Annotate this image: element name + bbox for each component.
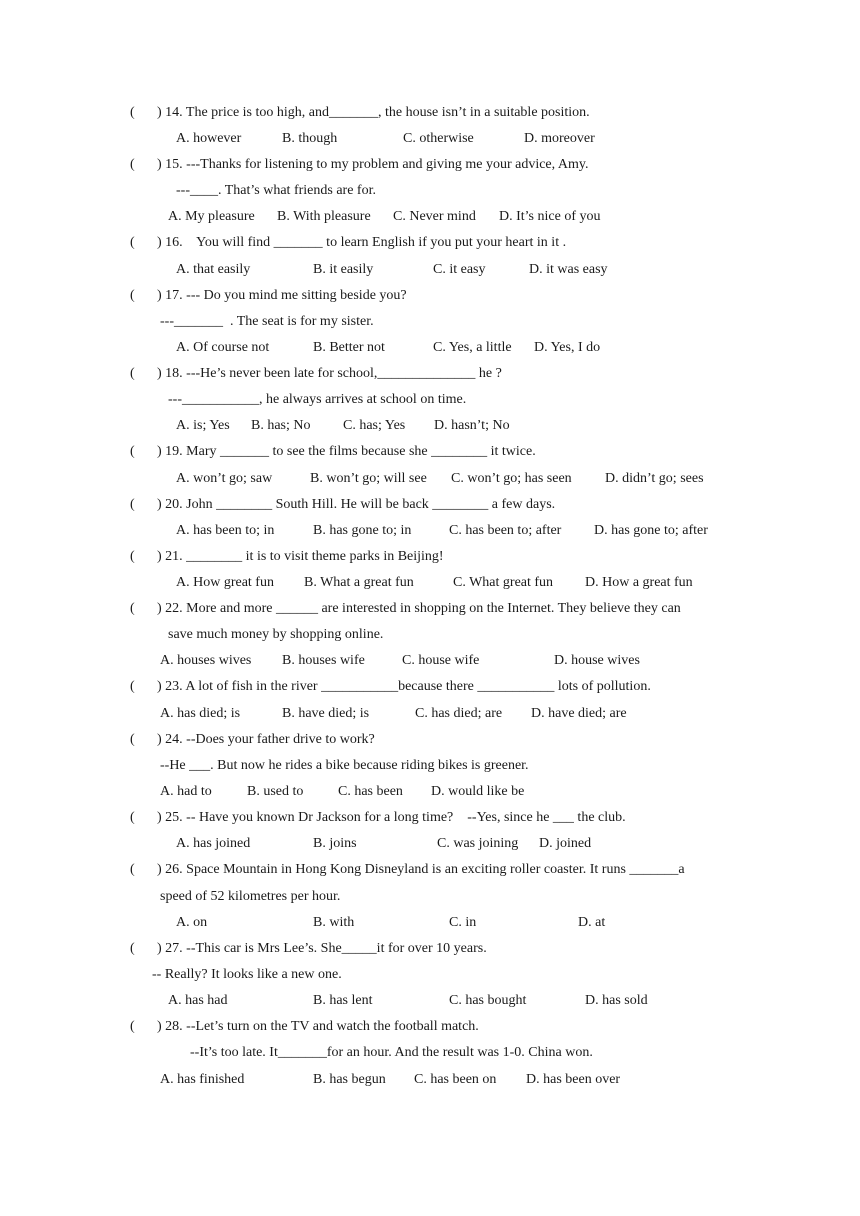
q28-option-d: D. has been over (526, 1072, 621, 1087)
q19-option-a: A. won’t go; saw (176, 471, 273, 486)
question-18-continuation: ---___________, he always arrives at school on time. (168, 392, 467, 407)
q15-option-a: A. My pleasure (168, 209, 255, 224)
question-21-stem: ) 21. ________ it is to visit theme parks in Beijing! (157, 549, 444, 564)
q27-option-a: A. has had (168, 993, 228, 1008)
question-27-stem: ) 27. --This car is Mrs Lee’s. She_____it for over 10 years. (157, 941, 487, 956)
q15-option-b: B. With pleasure (277, 209, 371, 224)
q28-option-a: A. has finished (160, 1072, 245, 1087)
question-19-paren: ( (130, 444, 135, 459)
q26-option-d: D. at (578, 915, 606, 930)
q27-option-d: D. has sold (585, 993, 648, 1008)
q21-option-b: B. What a great fun (304, 575, 414, 590)
q14-option-a: A. however (176, 131, 242, 146)
q21-option-a: A. How great fun (176, 575, 274, 590)
question-21-paren: ( (130, 549, 135, 564)
question-23-paren: ( (130, 679, 135, 694)
q28-option-b: B. has begun (313, 1072, 386, 1087)
q22-option-b: B. houses wife (282, 653, 365, 668)
q17-option-c: C. Yes, a little (433, 340, 512, 355)
question-14-stem: ) 14. The price is too high, and_______, the house isn’t in a suitable position. (157, 105, 590, 120)
question-14-paren: ( (130, 105, 135, 120)
q22-option-c: C. house wife (402, 653, 480, 668)
question-22-continuation: save much money by shopping online. (168, 627, 384, 642)
q14-option-d: D. moreover (524, 131, 595, 146)
q18-option-b: B. has; No (251, 418, 311, 433)
question-24-continuation: --He ___. But now he rides a bike because riding bikes is greener. (160, 758, 529, 773)
question-27-paren: ( (130, 941, 135, 956)
question-26-paren: ( (130, 862, 135, 877)
q24-option-b: B. used to (247, 784, 304, 799)
q26-option-c: C. in (449, 915, 477, 930)
q19-option-d: D. didn’t go; sees (605, 471, 704, 486)
q19-option-c: C. won’t go; has seen (451, 471, 572, 486)
q20-option-b: B. has gone to; in (313, 523, 412, 538)
question-17-continuation: ---_______ . The seat is for my sister. (160, 314, 374, 329)
question-17-stem: ) 17. --- Do you mind me sitting beside you? (157, 288, 407, 303)
question-26-continuation: speed of 52 kilometres per hour. (160, 889, 341, 904)
q17-option-d: D. Yes, I do (534, 340, 601, 355)
q25-option-c: C. was joining (437, 836, 519, 851)
q21-option-d: D. How a great fun (585, 575, 693, 590)
q16-option-c: C. it easy (433, 262, 486, 277)
q25-option-b: B. joins (313, 836, 357, 851)
q17-option-b: B. Better not (313, 340, 385, 355)
q14-option-b: B. though (282, 131, 338, 146)
q26-option-a: A. on (176, 915, 208, 930)
question-24-stem: ) 24. --Does your father drive to work? (157, 732, 375, 747)
question-28-continuation: --It’s too late. It_______for an hour. And the result was 1-0. China won. (190, 1045, 593, 1060)
question-22-stem: ) 22. More and more ______ are interested in shopping on the Internet. They believe they can (157, 601, 681, 616)
q20-option-c: C. has been to; after (449, 523, 562, 538)
q23-option-c: C. has died; are (415, 706, 503, 721)
question-18-stem: ) 18. ---He’s never been late for school,______________ he ? (157, 366, 502, 381)
question-19-stem: ) 19. Mary _______ to see the films because she ________ it twice. (157, 444, 536, 459)
question-27-continuation: -- Really? It looks like a new one. (152, 967, 342, 982)
question-20-paren: ( (130, 497, 135, 512)
q23-option-b: B. have died; is (282, 706, 370, 721)
q22-option-a: A. houses wives (160, 653, 252, 668)
q14-option-c: C. otherwise (403, 131, 474, 146)
question-25-stem: ) 25. -- Have you known Dr Jackson for a long time? --Yes, since he ___ the club. (157, 810, 626, 825)
question-25-paren: ( (130, 810, 135, 825)
q23-option-a: A. has died; is (160, 706, 241, 721)
question-16-stem: ) 16. You will find _______ to learn English if you put your heart in it . (157, 235, 567, 250)
q15-option-d: D. It’s nice of you (499, 209, 601, 224)
q20-option-d: D. has gone to; after (594, 523, 708, 538)
q25-option-d: D. joined (539, 836, 592, 851)
q18-option-c: C. has; Yes (343, 418, 406, 433)
question-15-stem: ) 15. ---Thanks for listening to my problem and giving me your advice, Amy. (157, 157, 589, 172)
q18-option-d: D. hasn’t; No (434, 418, 510, 433)
q18-option-a: A. is; Yes (176, 418, 230, 433)
question-15-paren: ( (130, 157, 135, 172)
question-28-stem: ) 28. --Let’s turn on the TV and watch the football match. (157, 1019, 479, 1034)
q16-option-d: D. it was easy (529, 262, 608, 277)
q19-option-b: B. won’t go; will see (310, 471, 427, 486)
question-23-stem: ) 23. A lot of fish in the river ___________because there ___________ lots of pollution. (157, 679, 651, 694)
q15-option-c: C. Never mind (393, 209, 476, 224)
question-18-paren: ( (130, 366, 135, 381)
question-20-stem: ) 20. John ________ South Hill. He will be back ________ a few days. (157, 497, 556, 512)
question-15-continuation: ---____. That’s what friends are for. (176, 183, 376, 198)
question-26-stem: ) 26. Space Mountain in Hong Kong Disneyland is an exciting roller coaster. It runs _______a (157, 862, 685, 877)
q22-option-d: D. house wives (554, 653, 640, 668)
q24-option-c: C. has been (338, 784, 403, 799)
q20-option-a: A. has been to; in (176, 523, 275, 538)
question-22-paren: ( (130, 601, 135, 616)
q16-option-a: A. that easily (176, 262, 251, 277)
q28-option-c: C. has been on (414, 1072, 497, 1087)
question-16-paren: ( (130, 235, 135, 250)
q27-option-c: C. has bought (449, 993, 527, 1008)
q21-option-c: C. What great fun (453, 575, 554, 590)
q27-option-b: B. has lent (313, 993, 373, 1008)
q26-option-b: B. with (313, 915, 355, 930)
question-17-paren: ( (130, 288, 135, 303)
q24-option-d: D. would like be (431, 784, 525, 799)
q24-option-a: A. had to (160, 784, 212, 799)
question-24-paren: ( (130, 732, 135, 747)
q16-option-b: B. it easily (313, 262, 374, 277)
q17-option-a: A. Of course not (176, 340, 270, 355)
q23-option-d: D. have died; are (531, 706, 627, 721)
question-28-paren: ( (130, 1019, 135, 1034)
q25-option-a: A. has joined (176, 836, 251, 851)
